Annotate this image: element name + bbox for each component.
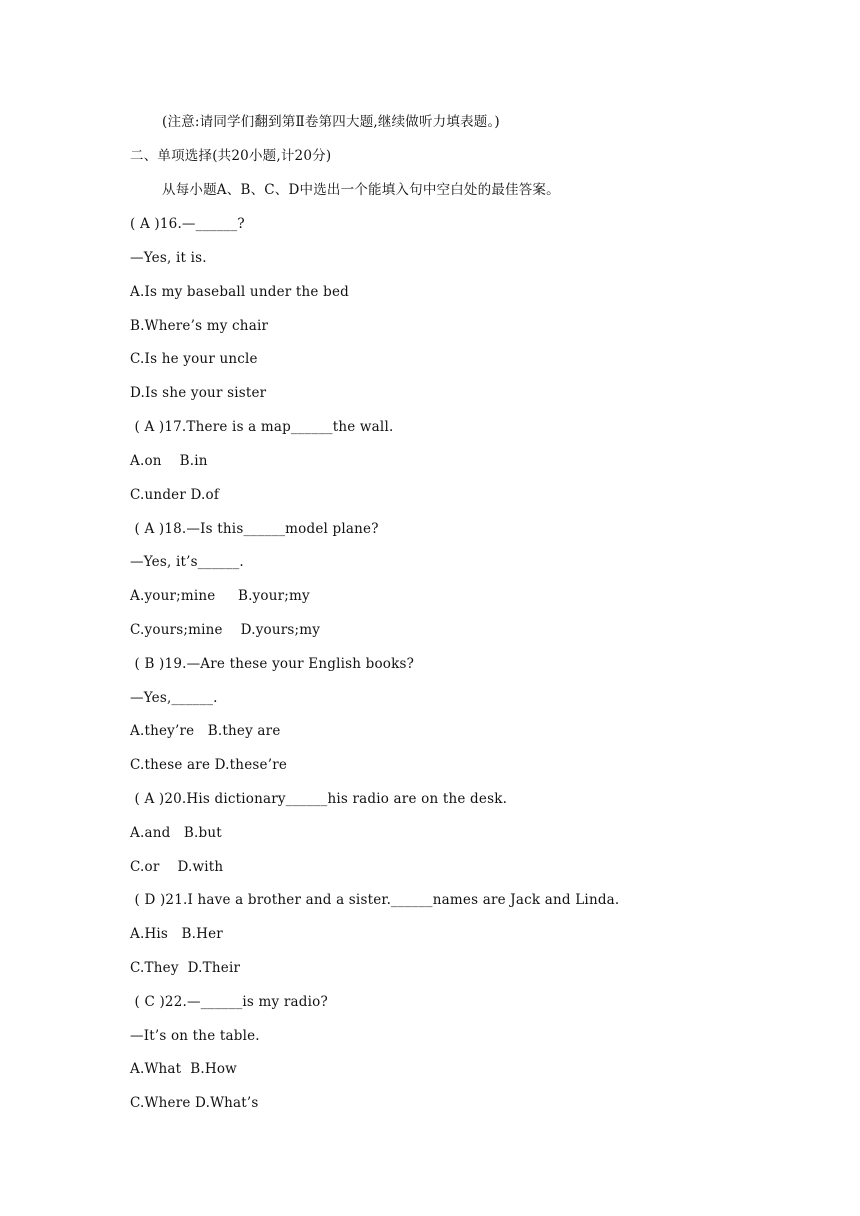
options-ab: A.What B.How [130,1061,237,1077]
answer-line: —It’s on the table. [130,1028,260,1044]
option-d: D.Is she your sister [130,385,267,401]
answer-line: —Yes,______. [130,690,218,706]
options-ab: A.His B.Her [130,926,223,942]
answer-line: —Yes, it’s______. [130,554,244,570]
options-cd: C.these are D.these’re [130,757,288,773]
question-18: ( A )18.—Is this______model plane? [130,521,379,537]
options-ab: A.and B.but [130,825,222,841]
option-b: B.Where’s my chair [130,318,269,334]
question-22: ( C )22.—______is my radio? [130,994,328,1010]
options-cd: C.under D.of [130,487,220,503]
options-cd: C.yours;mine D.yours;my [130,622,321,638]
instruction-text: 从每小题A、B、C、D中选出一个能填入句中空白处的最佳答案。 [162,182,560,198]
options-ab: A.they’re B.they are [130,723,281,739]
question-16: ( A )16.—______? [130,216,245,232]
options-cd: C.They D.Their [130,960,241,976]
question-20: ( A )20.His dictionary______his radio are on the desk. [130,791,508,807]
section-title: 二、单项选择(共20小题,计20分) [130,148,332,164]
options-cd: C.Where D.What’s [130,1095,259,1111]
question-17: ( A )17.There is a map______the wall. [130,419,394,435]
question-21: ( D )21.I have a brother and a sister.______names are Jack and Linda. [130,892,620,908]
options-cd: C.or D.with [130,859,224,875]
option-c: C.Is he your uncle [130,351,258,367]
options-ab: A.your;mine B.your;my [130,588,310,604]
notice-text: (注意:请同学们翻到第Ⅱ卷第四大题,继续做听力填表题。) [162,114,500,130]
answer-line: —Yes, it is. [130,250,207,266]
question-19: ( B )19.—Are these your English books? [130,656,415,672]
options-ab: A.on B.in [130,453,208,469]
option-a: A.Is my baseball under the bed [130,284,349,300]
